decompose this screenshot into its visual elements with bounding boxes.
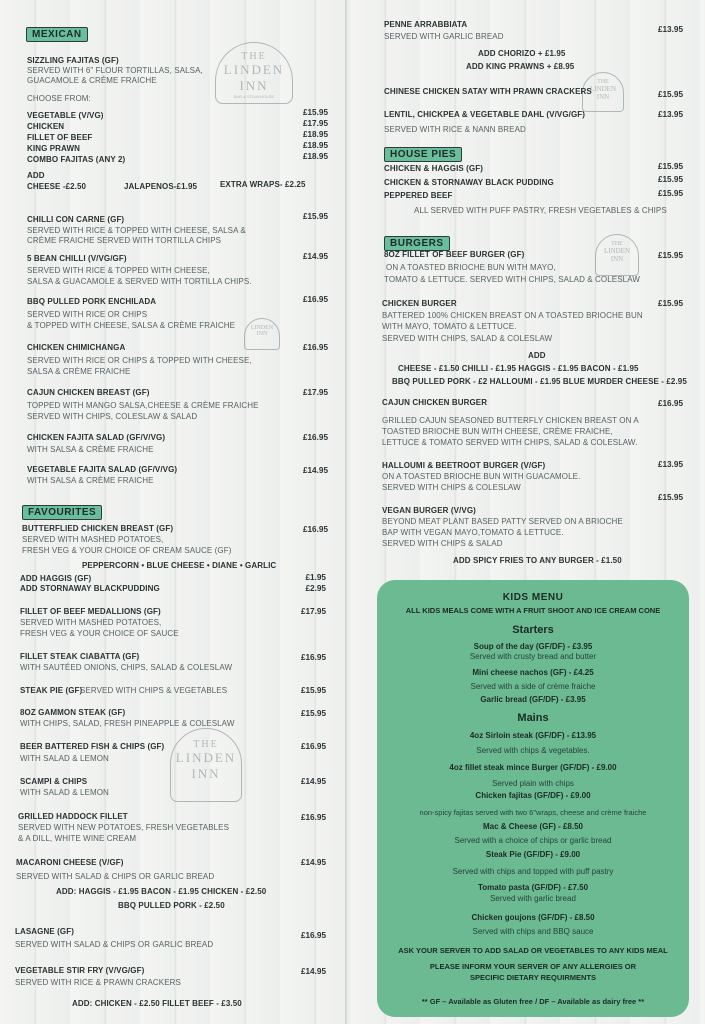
menu-item-price: £14.95 [302, 466, 328, 475]
menu-item-desc: GRILLED CAJUN SEASONED BUTTERFLY CHICKEN BREAST ON A [382, 416, 639, 425]
menu-item-name: BEER BATTERED FISH & CHIPS (GF) [20, 742, 165, 751]
menu-item-name: PEPPERED BEEF [384, 191, 453, 200]
menu-item-price: £14.95 [300, 777, 326, 786]
logo-line3: INN [239, 78, 269, 93]
menu-item-desc: BAP WITH VEGAN MAYO,TOMATO & LETTUCE. [382, 528, 564, 537]
kids-item-desc: Served with crusty bread and butter [469, 652, 597, 661]
menu-item-desc: SALSA & GUACAMOLE & SERVED WITH TORTILLA CHIPS. [27, 277, 252, 286]
menu-item-price: £16.95 [300, 813, 326, 822]
menu-item-name: BBQ PULLED PORK ENCHILADA [27, 297, 157, 306]
menu-item-price: £16.95 [300, 742, 326, 751]
menu-item-desc: SERVED WITH MASHED POTATOES, [20, 618, 162, 627]
kids-item-desc: Served with a choice of chips or garlic bread [454, 836, 612, 845]
menu-item-price: £15.95 [657, 90, 683, 99]
menu-item-desc: TOPPED WITH MANGO SALSA,CHEESE & CRÈME FRAICHE [27, 401, 259, 410]
menu-item-price: £15.95 [657, 162, 683, 171]
kids-item: Mini cheese nachos (GF) - £4.25 [472, 668, 594, 677]
menu-item-price: £15.95 [657, 189, 683, 198]
menu-item-price: £14.95 [302, 252, 328, 261]
menu-item-name: LENTIL, CHICKPEA & VEGETABLE DAHL (V/VG/GF) [384, 110, 586, 119]
kids-item: Tomato pasta (GF/DF) - £7.50 [477, 883, 589, 892]
menu-item-price: £14.95 [300, 967, 326, 976]
fajita-option-price: £15.95 [302, 108, 328, 117]
menu-item-price: £15.95 [657, 493, 683, 502]
menu-item-price: £14.95 [300, 858, 326, 867]
choose-label: CHOOSE FROM: [27, 94, 91, 103]
menu-item-name: CHICKEN & HAGGIS (GF) [384, 164, 483, 173]
fajita-option: FILLET OF BEEF [27, 133, 93, 142]
add-on: BBQ PULLED PORK - £2.50 [118, 901, 225, 910]
kids-item-desc: Served with chips & vegetables. [476, 746, 590, 755]
menu-item-name: 8OZ FILLET OF BEEF BURGER (GF) [384, 250, 525, 259]
mexican-heading: MEXICAN [26, 27, 88, 42]
kids-item-desc: non-spicy fajitas served with two 6"wraps, cheese and crème fraiche [419, 808, 647, 817]
menu-item-name: VEGETABLE STIR FRY (V/VG/GF) [15, 966, 145, 975]
kids-item: 4oz fillet steak mince Burger (GF/DF) - £9.00 [449, 763, 617, 772]
menu-item-desc: BATTERED 100% CHICKEN BREAST ON A TOASTED BRIOCHE BUN [382, 311, 643, 320]
add-on: BBQ PULLED PORK - £2 HALLOUMI - £1.95 BLUE MURDER CHEESE - £2.95 [392, 377, 687, 386]
menu-item-desc: TOASTED BRIOCHE BUN WITH CHEESE, CRÈME FRAICHE, [382, 427, 613, 436]
add-label: ADD [528, 351, 546, 360]
menu-item-name: 5 BEAN CHILLI (V/VG/GF) [27, 254, 127, 263]
menu-item-desc: SERVED WITH SALAD & CHIPS OR GARLIC BREAD [15, 940, 214, 949]
menu-item-price: £15.95 [300, 709, 326, 718]
menu-item-price: £16.95 [302, 295, 328, 304]
spicy-fries-addon: ADD SPICY FRIES TO ANY BURGER - £1.50 [453, 556, 622, 565]
menu-item-name: CHINESE CHICKEN SATAY WITH PRAWN CRACKERS [384, 87, 592, 96]
menu-item-desc: SERVED WITH CHIPS & COLESLAW [382, 483, 521, 492]
menu-item-desc: WITH SALSA & CRÈME FRAICHE [27, 476, 154, 485]
menu-item-desc: SERVED WITH GARLIC BREAD [384, 32, 504, 41]
menu-item-desc: SERVED WITH CHIPS & VEGETABLES [80, 686, 228, 695]
menu-item-desc: CRÈME FRAICHE SERVED WITH TORTILLA CHIPS [27, 236, 222, 245]
menu-item-price: £17.95 [300, 607, 326, 616]
logo-line2: LINDEN [175, 750, 237, 765]
menu-item-price: £16.95 [657, 399, 683, 408]
menu-item-price: £15.95 [657, 299, 683, 308]
kids-item-desc: Served with a side of crème fraiche [470, 682, 596, 691]
add-on: ADD: CHICKEN - £2.50 FILLET BEEF - £3.50 [72, 999, 242, 1008]
menu-item-price: £15.95 [300, 686, 326, 695]
logo-line2: LINDEN [603, 247, 631, 255]
logo-line3: INN [596, 93, 610, 101]
fajitas-desc: GUACAMOLE & CRÈME FRAICHE [27, 76, 157, 85]
menu-item-name: CHICKEN BURGER [382, 299, 457, 308]
kids-subtitle: ALL KIDS MEALS COME WITH A FRUIT SHOOT AND ICE CREAM CONE [405, 606, 661, 615]
menu-item-price: £17.95 [302, 388, 328, 397]
menu-item-desc: SERVED WITH RICE & PRAWN CRACKERS [15, 978, 181, 987]
menu-item-name: HALLOUMI & BEETROOT BURGER (V/GF) [382, 461, 546, 470]
kids-item-desc: Served plain with chips [492, 779, 574, 788]
menu-item-desc: WITH SALSA & CRÈME FRAICHE [27, 445, 154, 454]
menu-item-price: £15.95 [657, 251, 683, 260]
menu-item-name: SCAMPI & CHIPS [20, 777, 88, 786]
logo-line1: THE [241, 51, 267, 62]
logo-line3: INN [191, 766, 221, 781]
menu-item-price: £16.95 [302, 343, 328, 352]
menu-item-desc: WITH SALAD & LEMON [20, 788, 109, 797]
menu-item-desc: SERVED WITH RICE OR CHIPS [27, 310, 148, 319]
linden-inn-logo [215, 42, 293, 104]
kids-item-desc: Served with chips and BBQ sauce [472, 927, 594, 936]
menu-item-desc: BEYOND MEAT PLANT BASED PATTY SERVED ON A BRIOCHE [382, 517, 623, 526]
fajitas-name: SIZZLING FAJITAS (GF) [27, 56, 119, 65]
logo-line2: LINDEN [223, 62, 285, 77]
kids-item-desc: Served with garlic bread [490, 894, 576, 903]
menu-item-desc: SERVED WITH RICE & NANN BREAD [384, 125, 526, 134]
menu-item-price: £16.95 [300, 653, 326, 662]
mains-heading: Mains [517, 712, 549, 724]
logo-line1: THE [597, 79, 609, 85]
add-on: ADD HAGGIS (GF) [20, 574, 92, 583]
menu-item-desc: SERVED WITH CHIPS, COLESLAW & SALAD [27, 412, 198, 421]
add-on-price: £1.95 [305, 573, 326, 582]
menu-item-desc: TOMATO & LETTUCE. SERVED WITH CHIPS, SALAD & COLESLAW [384, 275, 641, 284]
menu-item-name: VEGAN BURGER (V/VG) [382, 506, 476, 515]
fajita-option-price: £18.95 [302, 152, 328, 161]
menu-item-desc: SERVED WITH NEW POTATOES, FRESH VEGETABLES [18, 823, 230, 832]
fajita-option: CHICKEN [27, 122, 65, 131]
kids-item-desc: Served with chips and topped with puff pastry [452, 867, 614, 876]
menu-item-price: £16.95 [302, 525, 328, 534]
menu-item-desc: & TOPPED WITH CHEESE, SALSA & CRÈME FRAICHE [27, 321, 236, 330]
menu-item-price: £13.95 [657, 460, 683, 469]
menu-item-price: £16.95 [300, 931, 326, 940]
add-label: ADD [27, 171, 45, 180]
menu-item-price: £16.95 [302, 433, 328, 442]
menu-item-name: PENNE ARRABBIATA [384, 20, 468, 29]
logo-line2: LINDEN [250, 325, 274, 331]
favourites-heading: FAVOURITES [22, 505, 102, 520]
menu-item-name: GRILLED HADDOCK FILLET [18, 812, 128, 821]
linden-inn-logo-large [170, 728, 242, 802]
kids-note: PLEASE INFORM YOUR SERVER OF ANY ALLERGIES OR [429, 962, 637, 971]
house-pies-note: ALL SERVED WITH PUFF PASTRY, FRESH VEGETABLES & CHIPS [414, 206, 667, 215]
fajita-option: COMBO FAJITAS (ANY 2) [27, 155, 126, 164]
menu-item-name: CHICKEN & STORNAWAY BLACK PUDDING [384, 178, 554, 187]
house-pies-heading: HOUSE PIES [384, 147, 462, 162]
kids-note: SPECIFIC DIETARY REQUIRMENTS [469, 973, 597, 982]
menu-item-desc: WITH SAUTÉED ONIONS, CHIPS, SALAD & COLESLAW [20, 663, 233, 672]
kids-note: ASK YOUR SERVER TO ADD SALAD OR VEGETABLES TO ANY KIDS MEAL [398, 946, 668, 955]
kids-item: Steak Pie (GF/DF) - £9.00 [485, 850, 581, 859]
starters-heading: Starters [512, 624, 554, 636]
sauce-options: PEPPERCORN • BLUE CHEESE • DIANE • GARLIC [82, 561, 277, 570]
kids-menu-panel [377, 580, 689, 1017]
menu-item-desc: FRESH VEG & YOUR CHOICE OF CREAM SAUCE (GF) [22, 546, 232, 555]
menu-item-name: MACARONI CHEESE (V/GF) [16, 858, 124, 867]
menu-item-price: £13.95 [657, 110, 683, 119]
menu-item-price: £15.95 [657, 175, 683, 184]
burgers-heading: BURGERS [384, 236, 450, 251]
menu-item-name: CHILLI CON CARNE (GF) [27, 215, 125, 224]
menu-item-name: BUTTERFLIED CHICKEN BREAST (GF) [22, 524, 174, 533]
add-on: CHEESE - £1.50 CHILLI - £1.95 HAGGIS - £1.95 BACON - £1.95 [398, 364, 639, 373]
add-on: ADD: HAGGIS - £1.95 BACON - £1.95 CHICKEN - £2.50 [56, 887, 267, 896]
kids-item: Soup of the day (GF/DF) - £3.95 [473, 642, 593, 651]
kids-item: Mac & Cheese (GF) - £8.50 [482, 822, 584, 831]
menu-item-name: FILLET STEAK CIABATTA (GF) [20, 652, 140, 661]
menu-item-desc: ON A TOASTED BRIOCHE BUN WITH GUACAMOLE. [382, 472, 581, 481]
add-cheese: CHEESE -£2.50 [27, 182, 87, 191]
fajita-option-price: £18.95 [302, 141, 328, 150]
fajita-option: VEGETABLE (V/VG) [27, 111, 104, 120]
logo-line3: INN [256, 331, 268, 337]
menu-item-desc: SERVED WITH RICE OR CHIPS & TOPPED WITH CHEESE, [27, 356, 252, 365]
menu-item-desc: SALSA & CRÈME FRAICHE [27, 367, 131, 376]
menu-item-desc: SERVED WITH RICE & TOPPED WITH CHEESE, [27, 266, 210, 275]
menu-item-desc: WITH SALAD & LEMON [20, 754, 109, 763]
menu-item-desc: LETTUCE & TOMATO SERVED WITH CHIPS, SALAD & COLESLAW. [382, 438, 638, 447]
add-on: ADD STORNAWAY BLACKPUDDING [20, 584, 160, 593]
dietary-footnote: ** GF – Available as Gluten free / DF – Available as dairy free ** [421, 997, 645, 1006]
kids-item: Garlic bread (GF/DF) - £3.95 [480, 695, 586, 704]
menu-item-name: CHICKEN FAJITA SALAD (GF/V/VG) [27, 433, 166, 442]
extra-wraps: EXTRA WRAPS- £2.25 [220, 180, 306, 189]
menu-item-name: VEGETABLE FAJITA SALAD (GF/V/VG) [27, 465, 178, 474]
menu-item-desc: SERVED WITH SALAD & CHIPS OR GARLIC BREAD [16, 872, 215, 881]
logo-line1: THE [611, 241, 623, 247]
add-on-price: £2.95 [305, 584, 326, 593]
fajita-option-price: £17.95 [302, 119, 328, 128]
logo-tag: BAR & STEAKHOUSE [233, 94, 275, 99]
menu-item-price: £13.95 [657, 25, 683, 34]
kids-item: Chicken fajitas (GF/DF) - £9.00 [475, 791, 591, 800]
menu-item-desc: SERVED WITH MASHED POTATOES, [22, 535, 164, 544]
add-jalapenos: JALAPENOS-£1.95 [124, 182, 198, 191]
fajitas-desc: SERVED WITH 6" FLOUR TORTILLAS, SALSA, [27, 66, 203, 75]
kids-item: Chicken goujons (GF/DF) - £8.50 [471, 913, 595, 922]
menu-item-name: LASAGNE (GF) [15, 927, 74, 936]
kids-item: 4oz Sirloin steak (GF/DF) - £13.95 [469, 731, 597, 740]
menu-item-name: CHICKEN CHIMICHANGA [27, 343, 126, 352]
menu-item-desc: WITH CHIPS, SALAD, FRESH PINEAPPLE & COLESLAW [20, 719, 235, 728]
menu-item-name: CAJUN CHICKEN BURGER [382, 398, 488, 407]
menu-item-desc: SERVED WITH CHIPS & SALAD [382, 539, 503, 548]
menu-item-desc: SERVED WITH RICE & TOPPED WITH CHEESE, SALSA & [27, 226, 246, 235]
menu-item-name: 8OZ GAMMON STEAK (GF) [20, 708, 126, 717]
fajita-option-price: £18.95 [302, 130, 328, 139]
menu-item-desc: SERVED WITH CHIPS, SALAD & COLESLAW [382, 334, 553, 343]
fajita-option: KING PRAWN [27, 144, 80, 153]
logo-line3: INN [610, 255, 624, 263]
menu-item-desc: FRESH VEG & YOUR CHOICE OF SAUCE [20, 629, 179, 638]
kids-title: KIDS MENU [502, 592, 564, 603]
menu-item-name: FILLET OF BEEF MEDALLIONS (GF) [20, 607, 161, 616]
logo-line1: THE [193, 739, 219, 750]
menu-item-price: £15.95 [302, 212, 328, 221]
menu-item-name: CAJUN CHICKEN BREAST (GF) [27, 388, 150, 397]
menu-item-desc: & A DILL, WHITE WINE CREAM [18, 834, 137, 843]
menu-item-desc: WITH MAYO, TOMATO & LETTUCE. [382, 322, 517, 331]
page-fold [345, 0, 348, 1024]
menu-item-name: STEAK PIE (GF) [20, 686, 83, 695]
menu-item-desc: ON A TOASTED BRIOCHE BUN WITH MAYO, [386, 263, 556, 272]
add-on: ADD CHORIZO + £1.95 [478, 49, 566, 58]
add-on: ADD KING PRAWNS + £8.95 [466, 62, 575, 71]
logo-line2: LINDEN [589, 85, 617, 93]
